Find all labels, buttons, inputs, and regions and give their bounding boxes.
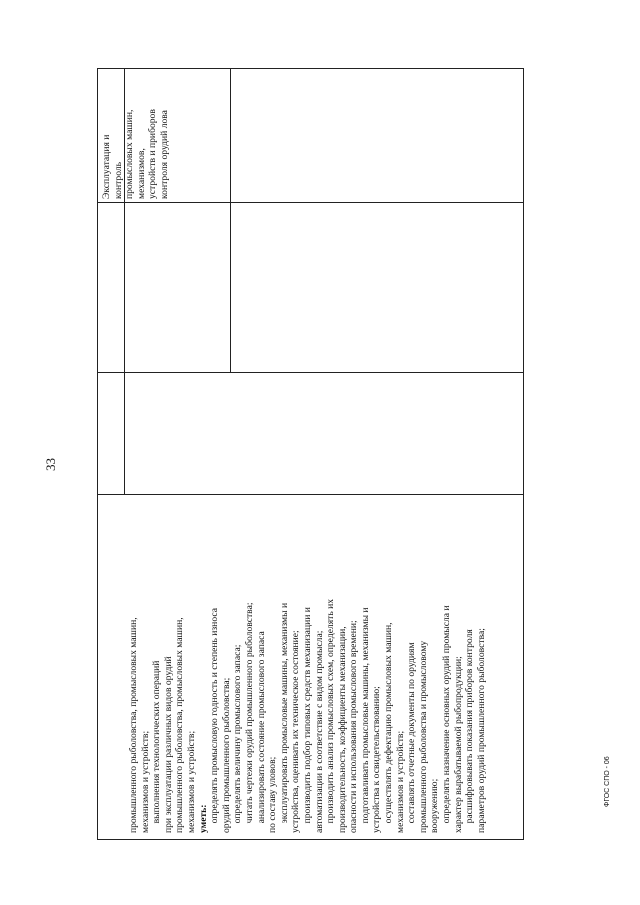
main_cell-line: вооружению; bbox=[429, 778, 441, 833]
footer-label: ФГОС СПО - 06 bbox=[604, 756, 611, 807]
main_cell-line: устройства, оценивать их техническое состояние; bbox=[290, 630, 302, 833]
column-divider bbox=[98, 372, 523, 373]
main_cell-line: промышленного рыболовства, промысловых машин, bbox=[174, 617, 186, 833]
main_cell-line: определять назначение основных орудий промысла и bbox=[441, 605, 453, 833]
right_cell-line: устройств и приборов bbox=[147, 109, 159, 199]
main_cell-line: определять величину промыслового запаса; bbox=[232, 644, 244, 833]
main_cell-line: определять промысловую годность и степень износа bbox=[209, 608, 221, 833]
right_cell-line: Эксплуатация и bbox=[101, 134, 112, 199]
main_cell-line: орудий промышленного рыболовства; bbox=[220, 677, 232, 833]
right_cell-line: контроля орудий лова bbox=[158, 110, 170, 199]
main_cell-line: характер вырабатываемой рыбопродукции; bbox=[452, 656, 464, 833]
main-cell-text bbox=[128, 599, 487, 833]
main_cell-line: механизмов и устройств; bbox=[185, 730, 197, 833]
right-cell-text bbox=[101, 109, 171, 199]
main_cell-line: подготавливать промысловые машины, механизмы и bbox=[359, 607, 371, 833]
main_cell-line: анализировать состояние промыслового запаса bbox=[255, 631, 267, 833]
competency-table bbox=[97, 68, 524, 840]
main_cell-line: механизмов и устройств; bbox=[139, 730, 151, 833]
main_cell-line: выполнения технологических операций bbox=[151, 660, 163, 833]
main_cell-line: промышленного рыболовства, промысловых машин, bbox=[128, 617, 139, 833]
row-divider bbox=[230, 69, 231, 373]
main_cell-line: уметь: bbox=[197, 804, 209, 833]
main_cell-line: расшифровывать показания приборов контроля bbox=[464, 629, 476, 833]
main_cell-line: промышленного рыболовства и промысловому bbox=[417, 640, 429, 833]
page-number: 33 bbox=[43, 458, 58, 471]
right_cell-line: контроль bbox=[112, 161, 124, 199]
main_cell-line: составлять отчетные документы по орудиям bbox=[406, 642, 418, 833]
main_cell-line: производить подбор типовых средств механизации и bbox=[301, 607, 313, 833]
main_cell-line: опасности и использования промыслового времени; bbox=[348, 620, 360, 833]
main_cell-line: механизмов и устройств; bbox=[394, 730, 406, 833]
main_cell-line: по составу уловов; bbox=[267, 756, 279, 833]
column-divider bbox=[98, 494, 523, 495]
right_cell-line: промысловых машин, bbox=[124, 109, 136, 199]
main_cell-line: осуществлять дефектацию промысловых машин, bbox=[383, 622, 395, 833]
main_cell-line: автоматизации в соответствие с видом промысла; bbox=[313, 630, 325, 833]
main_cell-line: производить анализ промысловых схем, определять их bbox=[325, 598, 337, 833]
main_cell-line: производительность, коэффициенты механизации, bbox=[336, 626, 348, 833]
main_cell-line: устройства к освидетельствованию; bbox=[371, 686, 383, 833]
main_cell-line: при эксплуатации различных видов орудий bbox=[162, 656, 174, 833]
main_cell-line: параметров орудий промышленного рыболовства; bbox=[475, 628, 487, 833]
right_cell-line: механизмов, bbox=[135, 148, 147, 199]
main_cell-line: эксплуатировать промысловые машины, механизмы и bbox=[278, 602, 290, 833]
main_cell-line: читать чертежи орудий промышленного рыболовства; bbox=[243, 602, 255, 833]
column-divider bbox=[98, 202, 523, 203]
